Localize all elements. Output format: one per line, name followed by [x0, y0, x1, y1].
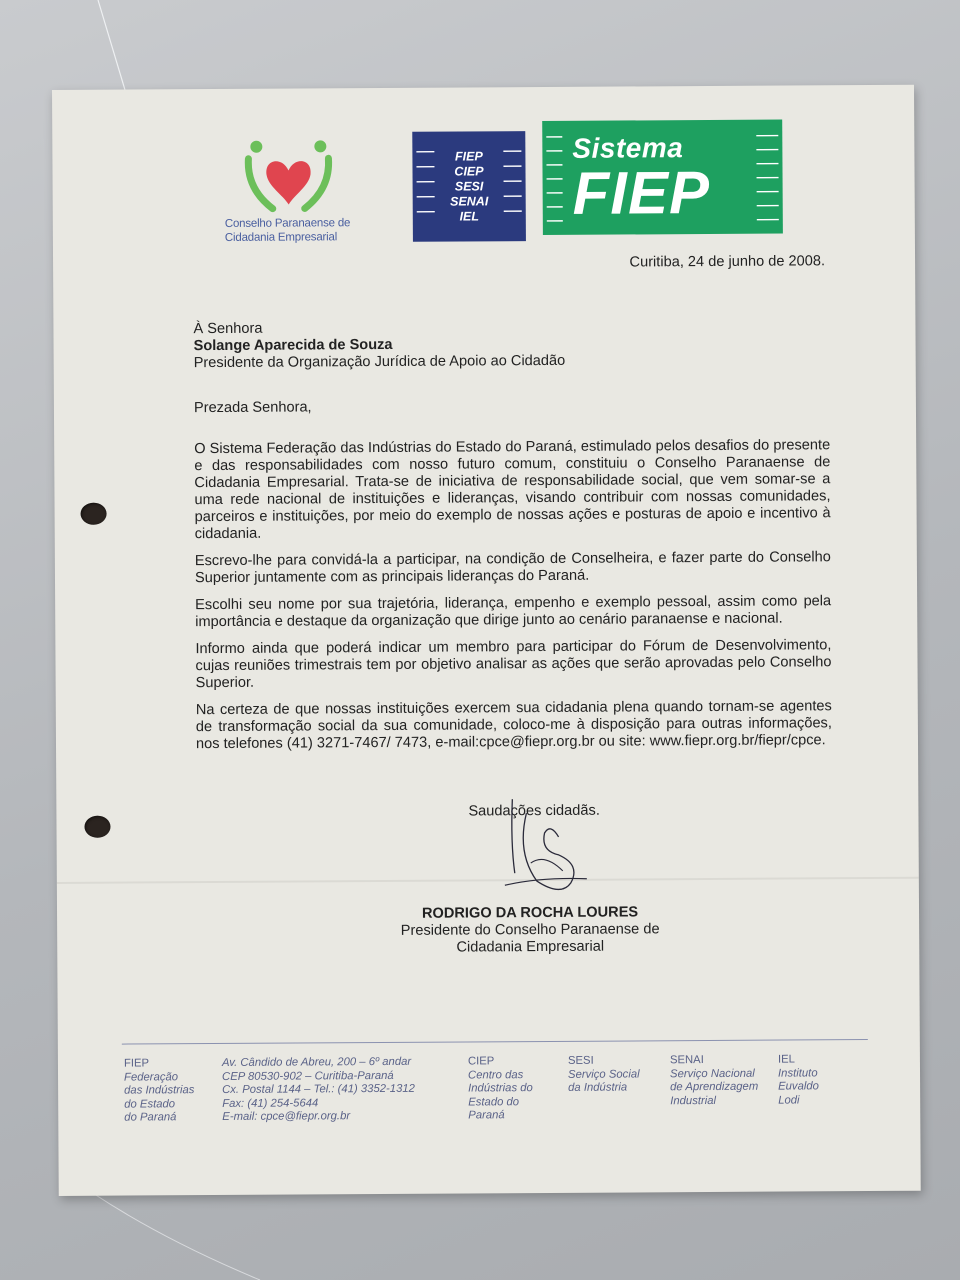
cpce-logo-line-1: Conselho Paranaense de	[224, 217, 351, 230]
footer-fiep-line: Federação	[123, 1070, 179, 1084]
acronym-fiep: FIEP	[454, 149, 483, 164]
footer-iel-line: Lodi	[778, 1093, 800, 1107]
footer-senai-line: Serviço Nacional	[669, 1067, 755, 1080]
footer-fiep-line: do Estado	[124, 1097, 176, 1111]
footer-fiep-line: das Indústrias	[124, 1084, 195, 1097]
footer-sesi-line: Serviço Social	[567, 1067, 640, 1081]
paragraph-3: Escolhi seu nome por sua trajetória, liderança, empenho e exemplo pessoal, assim como pela importância e destaque da organização que dirige junto ao cenário paranaense e nacional.	[195, 593, 832, 631]
footer-ciep-line: Estado do	[468, 1095, 520, 1108]
acronym-senai: SENAI	[450, 194, 489, 209]
footer-address-line: Fax: (41) 254-5644	[222, 1096, 319, 1110]
signer-block	[387, 904, 673, 957]
footer-address-line: Cx. Postal 1144 – Tel.: (41) 3352-1312	[222, 1082, 415, 1096]
footer-ciep	[468, 1055, 533, 1123]
footer-sesi	[568, 1054, 640, 1095]
signer-title-line-1: Presidente do Conselho Paranaense de	[400, 921, 660, 939]
fiep-word: FIEP	[572, 158, 711, 227]
acronym-sesi: SESI	[454, 179, 484, 194]
cpce-logo	[224, 136, 365, 252]
sistema-word: Sistema	[572, 132, 684, 164]
sistema-fiep-logo	[542, 120, 783, 235]
footer-rule	[122, 1039, 868, 1045]
footer-address-line: Av. Cândido de Abreu, 200 – 6º andar	[221, 1055, 412, 1069]
footer-iel	[778, 1053, 819, 1107]
footer-email-line[interactable]: E-mail: cpce@fiepr.org.br	[222, 1110, 351, 1123]
footer-senai-head: SENAI	[669, 1054, 704, 1067]
footer-ciep-line: Centro das	[467, 1068, 524, 1081]
footer-senai-line: Industrial	[670, 1094, 717, 1107]
footer-ciep-line: Paraná	[468, 1109, 505, 1122]
fiep-acronym-logo	[412, 131, 526, 242]
cpce-logo-line-2: Cidadania Empresarial	[224, 231, 338, 244]
punch-hole-top	[81, 503, 107, 525]
paragraph-4: Informo ainda que poderá indicar um membro para participar do Fórum de Desenvolvimento, cujas reuniões trimestrais tem por objetivo analisar as ações que serão aprovadas pelo Conselho Superior.	[195, 637, 832, 692]
footer-address	[222, 1056, 415, 1125]
footer-ciep-line: Indústrias do	[468, 1082, 533, 1095]
footer-ciep-head: CIEP	[467, 1055, 495, 1068]
signer-title-line-2: Cidadania Empresarial	[456, 938, 605, 956]
footer-fiep-head: FIEP	[123, 1057, 150, 1070]
signer-name: RODRIGO DA ROCHA LOURES	[421, 904, 639, 922]
punch-hole-bottom	[84, 816, 110, 838]
footer-fiep-line: do Paraná	[124, 1111, 177, 1124]
salutation-line: À Senhora	[193, 320, 263, 338]
paper-fold	[57, 877, 919, 884]
paragraph-2: Escrevo-lhe para convidá-la a participar, na condição de Conselheira, e fazer parte do Conselho Superior juntamente com as principais lideranças do Paraná.	[194, 549, 831, 587]
footer-iel-line: Euvaldo	[778, 1080, 819, 1093]
cpce-logo-text	[225, 216, 365, 245]
recipient-title: Presidente da Organização Jurídica de Apoio ao Cidadão	[193, 352, 566, 372]
footer-address-line: CEP 80530-902 – Curitiba-Paraná	[221, 1069, 394, 1083]
closing: Saudações cidadãs.	[468, 802, 600, 820]
footer-sesi-line: da Indústria	[568, 1081, 628, 1094]
paragraph-5: Na certeza de que nossas instituições exercem sua cidadania plena quando tornam-se agentes de transformação social da sua comunidade, coloco-me à disposição para outras informações, nos telefones (41) 3271-7467/ 7473, e-mail:cpce@fiepr.org.br ou site: www.fiepr.org.br/fiepr/cpce.	[195, 698, 832, 753]
footer-fiep	[124, 1057, 195, 1125]
greeting: Prezada Senhora,	[193, 399, 312, 417]
acronym-ciep: CIEP	[454, 164, 484, 179]
footer-sesi-head: SESI	[567, 1054, 594, 1067]
recipient-block	[193, 317, 813, 372]
footer-iel-head: IEL	[777, 1053, 795, 1066]
footer-iel-line: Instituto	[777, 1066, 818, 1080]
recipient-name: Solange Aparecida de Souza	[193, 336, 393, 355]
cpce-heart-icon	[242, 136, 334, 215]
handwritten-signature	[500, 793, 591, 904]
letter-page	[52, 85, 921, 1196]
acronym-iel: IEL	[459, 209, 480, 224]
footer-senai-line: de Aprendizagem	[670, 1080, 759, 1094]
letter-body	[194, 437, 832, 763]
paragraph-1: O Sistema Federação das Indústrias do Estado do Paraná, estimulado pelos desafios do presente e das responsabilidades com nosso futuro comum, constituiu o Conselho Paranaense de Cidadania Empresarial. Trata-se de iniciativa de responsabilidade social, que vem somar-se a uma rede nacional de instituições e lideranças, visando contribuir com nossas comunidades, parceiros e instituições, por meio do exemplo de nossas ações e posturas de apoio e incentivo à cidadania.	[194, 437, 831, 543]
letter-date: Curitiba, 24 de junho de 2008.	[629, 253, 826, 271]
footer-senai	[670, 1054, 758, 1109]
